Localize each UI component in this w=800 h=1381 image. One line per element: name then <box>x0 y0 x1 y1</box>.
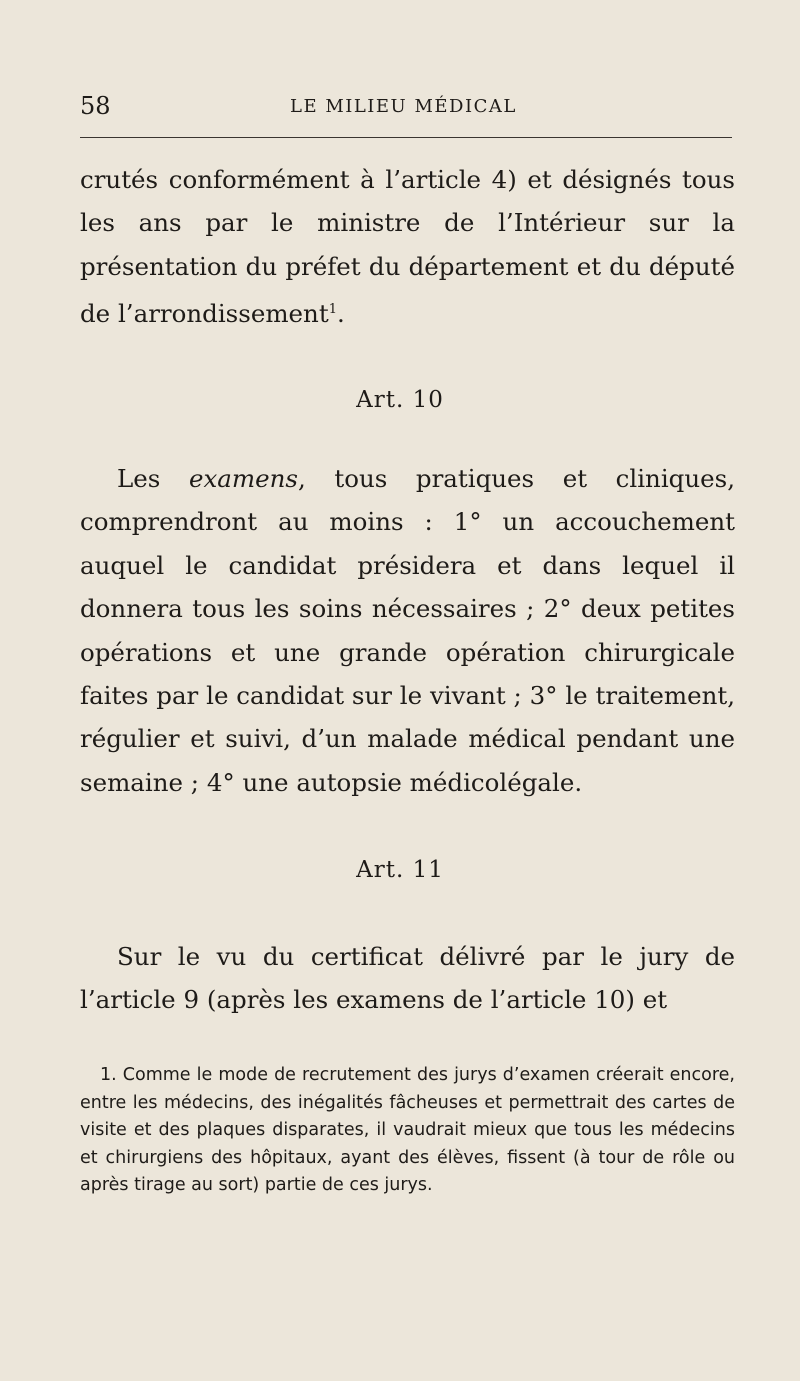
paragraph-2-emphasis: examens <box>188 464 298 493</box>
footnote: 1. Comme le mode de recrutement des jurys d’examen créerait encore, entre les médecins, des inégalités fâcheuses et permettrait des cartes de visite et des plaques disparates, il vaudrait mieux que tous les médecins et chirurgiens des hôpitaux, ayant des élèves, fissent (à tour de rôle ou après tirage au sort) partie de ces jurys. <box>80 1065 735 1195</box>
article-10-heading: Art. 10 <box>356 387 444 413</box>
header-rule <box>80 137 732 138</box>
article-10-paragraph <box>80 457 735 804</box>
running-title: LE MILIEU MÉDICAL <box>290 96 517 117</box>
paragraph-1-text: crutés conformément à l’article 4) et désignés tous les ans par le ministre de l’Intérieur sur la présentation du préfet du département et du député de l’arrondissement <box>80 165 735 329</box>
footnote-reference: 1 <box>328 302 337 318</box>
page-number: 58 <box>80 92 111 120</box>
article-11-paragraph: Sur le vu du certificat délivré par le jury de l’article 9 (après les examens de l’article 10) et <box>80 942 735 1015</box>
paragraph-2-intro: Les <box>117 464 189 493</box>
paragraph-continued <box>80 158 735 336</box>
running-header <box>80 92 735 122</box>
article-11-heading: Art. 11 <box>356 857 444 883</box>
paragraph-1-end: . <box>336 299 345 329</box>
paragraph-2-rest: , tous pratiques et cliniques, comprendront au moins : 1° un accouchement auquel le candidat présidera et dans lequel il donnera tous les soins nécessaires ; 2° deux petites opérations et une grande opération chirurgicale faites par le candidat sur le vivant ; 3° le traitement, régulier et suivi, d’un malade médical pendant une semaine ; 4° une autopsie médicolégale. <box>80 464 735 797</box>
